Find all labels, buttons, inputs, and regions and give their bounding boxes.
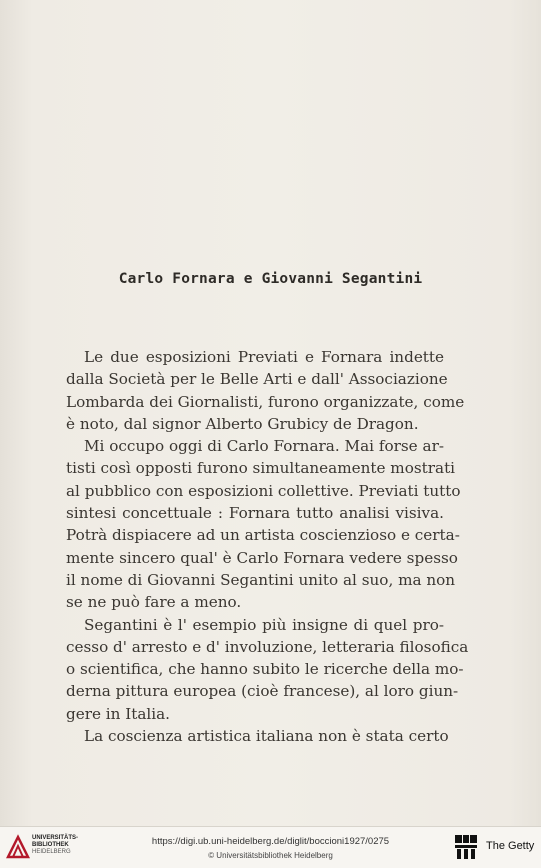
viewer-footer [0, 826, 541, 868]
text-line: cesso d' arresto e d' involuzione, letteraria filosofica [66, 637, 469, 656]
text-line: Segantini è l' esempio più insigne di quel pro- [84, 615, 444, 634]
text-line: derna pittura europea (cioè francese), al loro giun- [66, 682, 459, 701]
library-city: HEIDELBERG [32, 849, 71, 855]
text-line: se ne può fare a meno. [66, 593, 242, 612]
text-line: Le due esposizioni Previati e Fornara indette [84, 348, 444, 366]
library-name-line1: UNIVERSITÄTS- [32, 835, 79, 841]
page-url-link[interactable]: https://digi.ub.uni-heidelberg.de/diglit/boccioni1927/0275 [151, 836, 390, 847]
text-line: dalla Società per le Belle Arti e dall' Associazione [66, 370, 448, 389]
text-line: Mi occupo oggi di Carlo Fornara. Mai forse ar- [84, 437, 444, 456]
text-line: La coscienza artistica italiana non è stata certo [84, 727, 449, 746]
text-line: è noto, dal signor Alberto Grubicy de Dragon. [66, 414, 419, 433]
text-line: Potrà dispiacere ad un artista coscienzioso e certa- [66, 526, 460, 545]
text-line: sintesi concettuale : Fornara tutto analisi visiva. [66, 504, 444, 523]
getty-logo-icon [454, 833, 478, 861]
chapter-title: Carlo Fornara e Giovanni Segantini [118, 271, 423, 287]
text-line: mente sincero qual' è Carlo Fornara vedere spesso [66, 548, 458, 567]
getty-name: The Getty [486, 840, 535, 852]
text-line: il nome di Giovanni Segantini unito al suo, ma non [66, 570, 456, 589]
copyright-notice: © Universitätsbibliothek Heidelberg [208, 851, 333, 860]
text-line: gere in Italia. [66, 704, 171, 723]
text-line: tisti così opposti furono simultaneamente mostrati [66, 459, 456, 478]
library-name-line2: BIBLIOTHEK [32, 842, 69, 848]
text-line: Lombarda dei Giornalisti, furono organizzate, come [66, 392, 465, 411]
body-text [66, 346, 469, 747]
text-line: o scientifica, che hanno subito le ricerche della mo- [66, 660, 464, 679]
text-line: al pubblico con esposizioni collettive. Previati tutto [66, 481, 461, 500]
